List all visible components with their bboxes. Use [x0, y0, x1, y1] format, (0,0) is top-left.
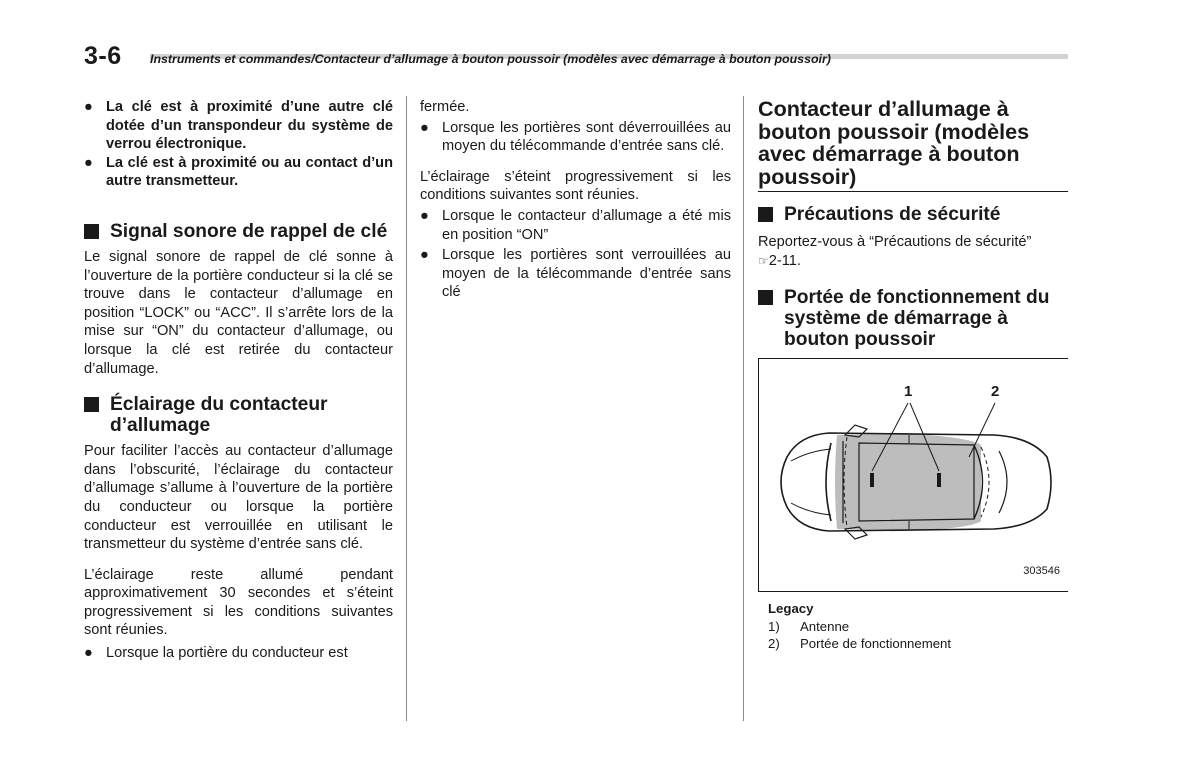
column-divider-2: [743, 96, 744, 721]
page-header: [84, 40, 1068, 80]
bullet-text: Lorsque le contacteur d’allumage a été mis en position “ON”: [442, 207, 731, 243]
paragraph-light-off: L’éclairage s’éteint progressivement si les conditions suivantes sont réunies.: [420, 168, 731, 204]
bullet-text: La clé est à proximité d’une autre clé dotée d’un transpondeur du système de verrou électronique.: [106, 99, 393, 153]
figure-label-2: 2: [991, 382, 1000, 400]
bullet-dot: ●: [420, 119, 429, 136]
paragraph-lighting-1: Pour faciliter l’accès au contacteur d’allumage dans l’obscurité, l’éclairage du contacteur d’allumage s’allume à l’ouverture de la portière du conducteur ou lorsque la portière conducteur est verrouillée en utilisant le transmetteur du système d’entrée sans clé.: [84, 443, 393, 553]
bullet-item: [420, 246, 731, 302]
bullet-dot: ●: [84, 645, 93, 662]
bullet-dot: ●: [420, 207, 429, 224]
paragraph-lighting-2: L’éclairage reste allumé pendant approximativement 30 secondes et s’éteint progressivement si les conditions suivantes sont réunies.: [84, 566, 393, 639]
car-top-view-icon: [759, 359, 1067, 590]
bullet-item: [84, 154, 393, 191]
main-section-title: Contacteur d’allumage à bouton poussoir (modèles avec démarrage à bouton poussoir): [758, 98, 1068, 192]
column-3: [758, 98, 1068, 652]
figure-label-1: 1: [904, 382, 913, 400]
bullet-text: La clé est à proximité ou au contact d’un autre transmetteur.: [106, 154, 393, 190]
section-heading-lighting: Éclairage du contacteur d’allumage: [84, 394, 393, 436]
bullet-item: [84, 98, 393, 154]
bullet-text: Lorsque la portière du conducteur est: [106, 645, 348, 662]
bullet-dot: ●: [84, 154, 93, 171]
car-diagram-figure: [758, 358, 1068, 592]
continued-text: fermée.: [420, 99, 470, 115]
column-1: [84, 98, 393, 663]
bullet-item: [420, 119, 731, 156]
column-divider-1: [406, 96, 407, 721]
paragraph-key-reminder: Le signal sonore de rappel de clé sonne à l’ouverture de la portière conducteur si la clé se trouve dans le contacteur d’allumage en position “LOCK” ou “ACC”. Il s’arrête lors de la mise sur “ON” du contacteur d’allumage, ou lorsque la clé est retirée du contacteur d’allumage.: [84, 248, 393, 377]
reference-page: 2-11.: [768, 252, 801, 269]
section-heading-key-reminder: Signal sonore de rappel de clé: [84, 221, 393, 242]
page-number: 3-6: [84, 42, 122, 70]
bullet-dot: ●: [84, 99, 93, 115]
square-bullet-icon: [758, 207, 773, 222]
bullet-dot: ●: [420, 247, 429, 264]
bullet-item: [84, 644, 393, 663]
page-reference[interactable]: [758, 252, 1068, 271]
section-heading-safety: Précautions de sécurité: [758, 204, 1068, 225]
header-title: Instruments et commandes/Contacteur d’allumage à bouton poussoir (modèles avec démarrage à bouton poussoir): [150, 52, 831, 66]
square-bullet-icon: [84, 397, 99, 412]
square-bullet-icon: [758, 290, 773, 305]
column-2: [420, 98, 731, 302]
bullet-text: Lorsque les portières sont déverrouillées au moyen du télécommande d’entrée sans clé.: [442, 119, 731, 155]
square-bullet-icon: [84, 224, 99, 239]
bullet-text: Lorsque les portières sont verrouillées au moyen de la télécommande d’entrée sans clé: [442, 247, 731, 301]
caption-item: 1) Antenne: [768, 619, 850, 635]
caption-item: 2) Portée de fonctionnement: [768, 636, 952, 652]
section-heading-range: Portée de fonctionnement du système de démarrage à bouton poussoir: [758, 287, 1068, 350]
paragraph-safety: Reportez-vous à “Précautions de sécurité”: [758, 234, 1032, 251]
bullet-item: [420, 207, 731, 244]
figure-code: 303546: [1023, 564, 1060, 577]
figure-caption-title: Legacy: [768, 600, 814, 616]
reference-icon: ☞: [758, 253, 769, 268]
